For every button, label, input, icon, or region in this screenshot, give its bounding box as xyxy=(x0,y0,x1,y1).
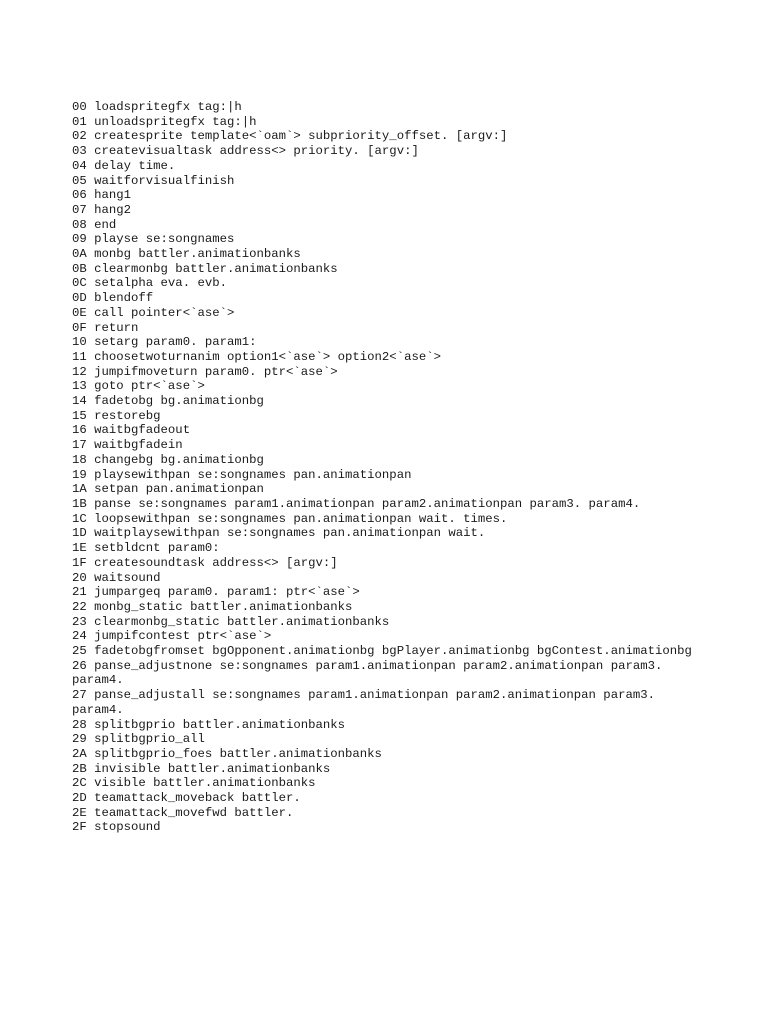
command-line: 28 splitbgprio battler.animationbanks xyxy=(72,717,346,732)
command-line: 0A monbg battler.animationbanks xyxy=(72,247,301,262)
command-line: 14 fadetobg bg.animationbg xyxy=(72,394,264,409)
command-line: 17 waitbgfadein xyxy=(72,438,183,453)
command-line: 0E call pointer<`ase`> xyxy=(72,305,235,320)
command-line: 13 goto ptr<`ase`> xyxy=(72,379,205,394)
command-line: 0B clearmonbg battler.animationbanks xyxy=(72,261,338,276)
command-line: 07 hang2 xyxy=(72,202,132,217)
command-line: 1B panse se:songnames param1.animationpan param2.animationpan param3. param4. xyxy=(72,496,641,511)
command-line: 1D waitplaysewithpan se:songnames pan.animationpan wait. xyxy=(72,526,486,541)
command-line: 12 jumpifmoveturn param0. ptr<`ase`> xyxy=(72,364,338,379)
command-line: 05 waitforvisualfinish xyxy=(72,173,235,188)
command-line: 02 createsprite template<`oam`> subpriority_offset. [argv:] xyxy=(72,129,508,144)
command-line: 19 playsewithpan se:songnames pan.animationpan xyxy=(72,467,412,482)
command-line: 0F return xyxy=(72,320,139,335)
command-line: 2F stopsound xyxy=(72,820,161,835)
command-line: 23 clearmonbg_static battler.animationbanks xyxy=(72,614,390,629)
command-line: 20 waitsound xyxy=(72,570,161,585)
command-line: 2B invisible battler.animationbanks xyxy=(72,761,331,776)
command-line: 1A setpan pan.animationpan xyxy=(72,482,264,497)
command-line: 01 unloadspritegfx tag:|h xyxy=(72,114,257,129)
command-line: 29 splitbgprio_all xyxy=(72,732,205,747)
command-line: 2A splitbgprio_foes battler.animationbanks xyxy=(72,746,382,761)
command-line: 26 panse_adjustnone se:songnames param1.animationpan param2.animationpan param3. param4. xyxy=(72,658,670,688)
command-line: 2D teamattack_moveback battler. xyxy=(72,791,301,806)
command-line: 0D blendoff xyxy=(72,291,154,306)
document-body xyxy=(72,100,696,835)
command-line: 1F createsoundtask address<> [argv:] xyxy=(72,555,338,570)
command-line: 08 end xyxy=(72,217,117,232)
command-line: 00 loadspritegfx tag:|h xyxy=(72,100,242,114)
command-line: 03 createvisualtask address<> priority. [argv:] xyxy=(72,144,419,159)
command-line: 22 monbg_static battler.animationbanks xyxy=(72,599,353,614)
command-line: 0C setalpha eva. evb. xyxy=(72,276,227,291)
command-line: 18 changebg bg.animationbg xyxy=(72,452,264,467)
command-line: 2E teamattack_movefwd battler. xyxy=(72,805,294,820)
command-line: 06 hang1 xyxy=(72,188,132,203)
command-line: 11 choosetwoturnanim option1<`ase`> option2<`ase`> xyxy=(72,349,441,364)
command-line: 10 setarg param0. param1: xyxy=(72,335,257,350)
command-line: 2C visible battler.animationbanks xyxy=(72,776,316,791)
command-line: 27 panse_adjustall se:songnames param1.animationpan param2.animationpan param3. param4. xyxy=(72,688,663,717)
command-line: 15 restorebg xyxy=(72,408,161,423)
command-line: 16 waitbgfadeout xyxy=(72,423,191,438)
command-line: 21 jumpargeq param0. param1: ptr<`ase`> xyxy=(72,585,360,600)
command-line: 25 fadetobgfromset bgOpponent.animationbg bgPlayer.animationbg bgContest.animationbg xyxy=(72,644,692,659)
command-line: 24 jumpifcontest ptr<`ase`> xyxy=(72,629,272,644)
command-line: 1E setbldcnt param0: xyxy=(72,541,220,556)
command-line: 04 delay time. xyxy=(72,158,176,173)
command-line: 1C loopsewithpan se:songnames pan.animationpan wait. times. xyxy=(72,511,508,526)
command-line: 09 playse se:songnames xyxy=(72,232,235,247)
